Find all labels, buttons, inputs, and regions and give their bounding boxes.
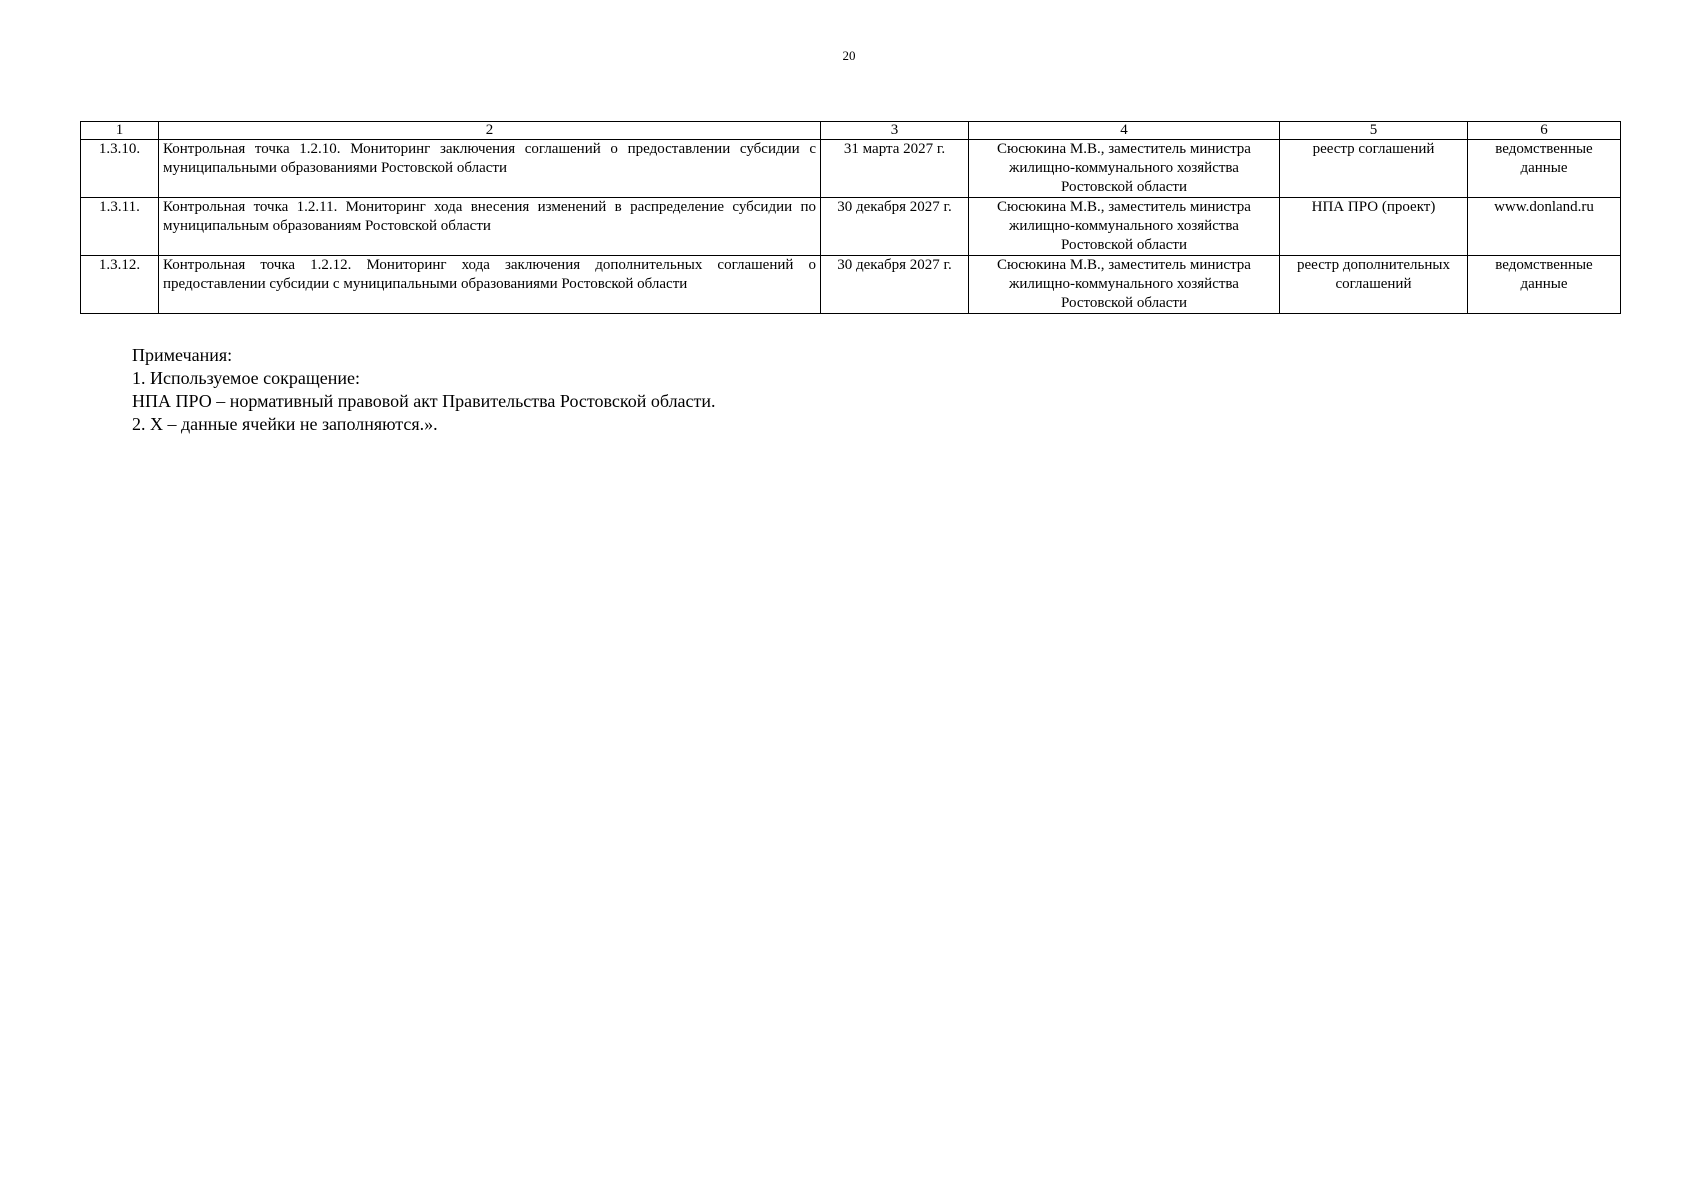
column-header-3: 3 xyxy=(821,122,969,140)
row-number: 1.3.10. xyxy=(81,140,159,198)
confirming-document: НПА ПРО (проект) xyxy=(1280,198,1468,256)
row-number: 1.3.12. xyxy=(81,256,159,314)
header-row xyxy=(81,122,1621,140)
control-points-table xyxy=(80,121,1621,314)
control-point-name: Контрольная точка 1.2.10. Мониторинг заключения соглашений о предоставлении субсидии с муниципальными образованиями Ростовской области xyxy=(159,140,821,198)
deadline-date: 31 марта 2027 г. xyxy=(821,140,969,198)
table-row xyxy=(81,198,1621,256)
note-abbreviation: НПА ПРО – нормативный правовой акт Правительства Ростовской области. xyxy=(132,391,716,411)
confirming-document: реестр соглашений xyxy=(1280,140,1468,198)
column-header-5: 5 xyxy=(1280,122,1468,140)
notes-section xyxy=(132,344,716,436)
responsible-person: Сюсюкина М.В., заместитель министра жилищно-коммунального хозяйства Ростовской области xyxy=(969,198,1280,256)
table-row xyxy=(81,256,1621,314)
deadline-date: 30 декабря 2027 г. xyxy=(821,256,969,314)
page-number: 20 xyxy=(842,48,856,63)
control-point-name: Контрольная точка 1.2.12. Мониторинг хода заключения дополнительных соглашений о предоставлении субсидии с муниципальными образованиями Ростовской области xyxy=(159,256,821,314)
column-header-1: 1 xyxy=(81,122,159,140)
column-header-4: 4 xyxy=(969,122,1280,140)
deadline-date: 30 декабря 2027 г. xyxy=(821,198,969,256)
column-header-2: 2 xyxy=(159,122,821,140)
information-source: ведомственные данные xyxy=(1468,140,1621,198)
information-source: ведомственные данные xyxy=(1468,256,1621,314)
notes-title: Примечания: xyxy=(132,345,233,365)
responsible-person: Сюсюкина М.В., заместитель министра жилищно-коммунального хозяйства Ростовской области xyxy=(969,140,1280,198)
confirming-document: реестр дополнительных соглашений xyxy=(1280,256,1468,314)
control-point-name: Контрольная точка 1.2.11. Мониторинг хода внесения изменений в распределение субсидии по муниципальным образованиям Ростовской области xyxy=(159,198,821,256)
table-row xyxy=(81,140,1621,198)
column-header-6: 6 xyxy=(1468,122,1621,140)
responsible-person: Сюсюкина М.В., заместитель министра жилищно-коммунального хозяйства Ростовской области xyxy=(969,256,1280,314)
row-number: 1.3.11. xyxy=(81,198,159,256)
information-source: www.donland.ru xyxy=(1468,198,1621,256)
note-item-2: 2. Х – данные ячейки не заполняются.». xyxy=(132,414,438,434)
note-item-1: 1. Используемое сокращение: xyxy=(132,368,360,388)
